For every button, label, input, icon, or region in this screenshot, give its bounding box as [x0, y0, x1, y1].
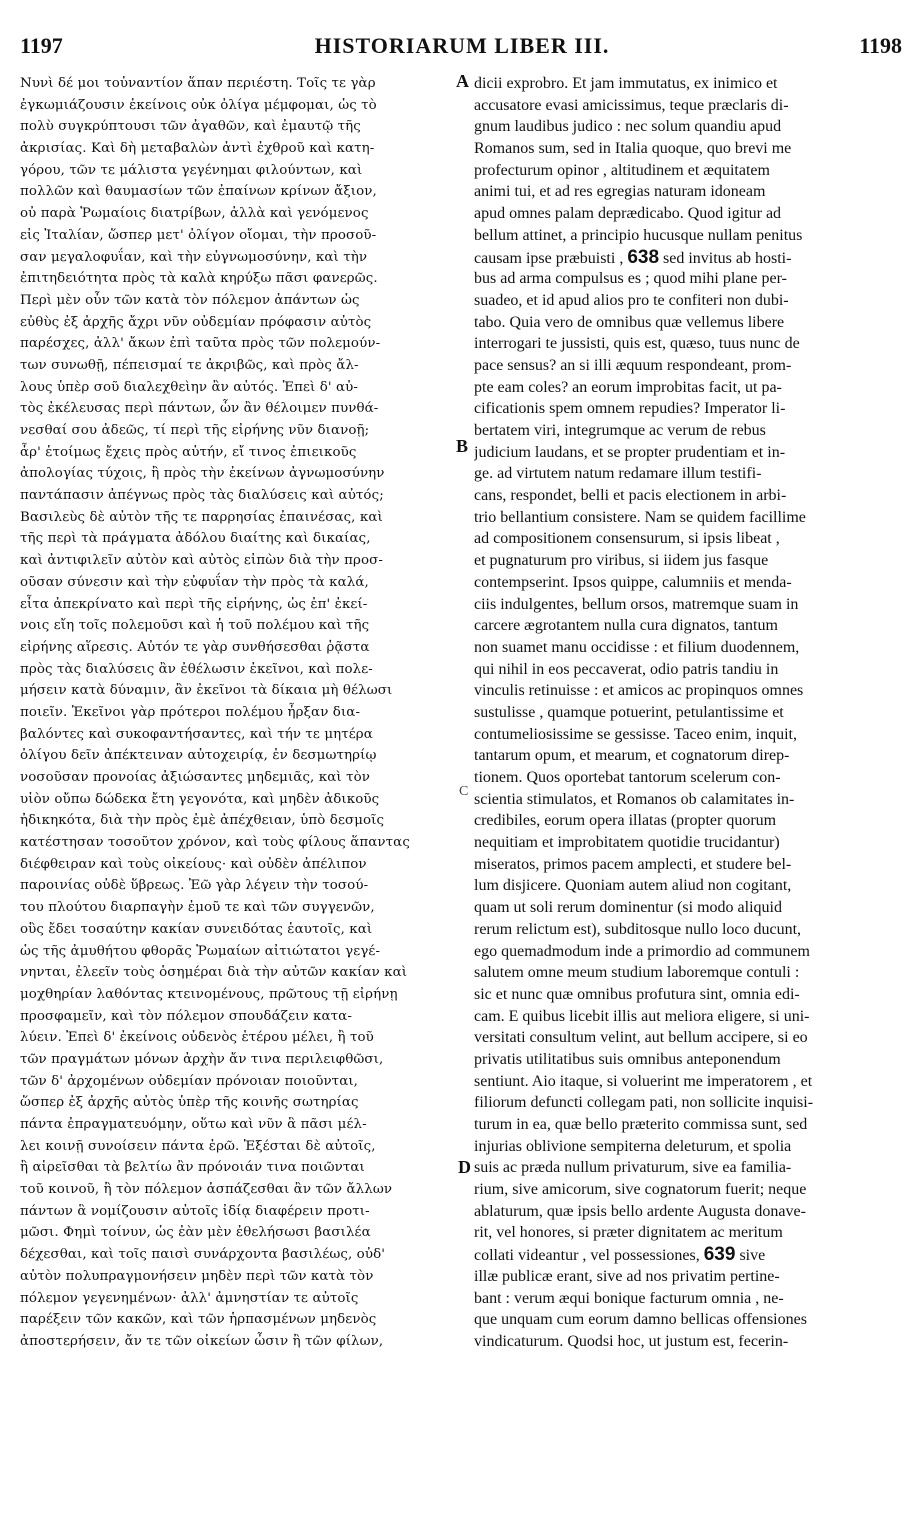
greek-text-line: καὶ ἀντιφιλεῖν αὐτὸν καὶ αὐτὸς εἰπὼν διὰ τὴν προσ-: [20, 553, 383, 569]
latin-text-line: contempserint. Ipsos quippe, calumniis et menda-: [474, 573, 792, 591]
greek-text-line: νεσθαί σου ἀδεῶς, τί περὶ τῆς εἰρήνης νῦν διανοῇ;: [20, 423, 370, 438]
latin-text-line: judicium laudans, et se propter prudentiam et in-: [474, 443, 786, 461]
greek-text-line: υἱὸν οὔπω δώδεκα ἔτη γεγονότα, καὶ μηδὲν ἀδικοῦς: [20, 791, 380, 807]
latin-text-line: ad compositionem consensurum, si ipsis libeat ,: [474, 530, 780, 548]
latin-text-line: bellum attinet, a principio hucusque nullam penitus: [474, 226, 803, 244]
greek-text-line: νοσοῦσαν προνοίας ἀξιώσαντες μηδεμιᾶς, καὶ τὸν: [20, 770, 370, 785]
greek-text-line: ὡς τῆς ἀμυθήτου φθορᾶς Ῥωμαίων αἰτιώτατοι γεγέ-: [20, 943, 381, 959]
greek-text-line: Βασιλεὺς δὲ αὐτὸν τῆς τε παρρησίας ἐπαινέσας, καὶ: [20, 509, 383, 525]
latin-text-line: sic et nunc quæ omnibus profutura sint, omnia edi-: [474, 985, 800, 1003]
greek-text-line: εἰρήνης αἵρεσις. Αὐτόν τε γὰρ συνθήσεσθαι ῥᾷστα: [20, 639, 370, 655]
page-header: [0, 33, 924, 63]
greek-text-line: δέχεσθαι, καὶ τοῖς παισὶ συνάρχοντα βασιλέως, οὐδ': [20, 1247, 386, 1263]
greek-text-line: τῆς περὶ τὰ πράγματα ἀδόλου διαίτης καὶ δικαίας,: [20, 531, 371, 547]
latin-text-line: collati videantur , vel possessiones, 639 sive: [474, 1244, 766, 1266]
latin-text-line: versitati consultum velint, aut bellum accipere, si eo: [474, 1029, 808, 1047]
latin-text-line: qui nihil in eos peccaverat, odio patris tandiu in: [474, 660, 779, 678]
latin-text-line: turum in ea, quæ bello præterito commissa sunt, sed: [474, 1116, 808, 1133]
latin-text-line: carcere ægrotantem nulla cura dignatos, tantum: [474, 617, 778, 635]
latin-text-line: que unquam cum eorum damno bellicas offensiones: [474, 1311, 807, 1329]
greek-text-line: ἢ αἱρεῖσθαι τὰ βελτίω ἂν πρόνοιάν τινα ποιῶνται: [20, 1160, 365, 1176]
greek-text-line: ἠδικηκότα, διὰ τὴν πρὸς ἐμὲ ἀπέχθειαν, ὑπὸ δεσμοῖς: [20, 813, 385, 829]
latin-text-line: vindicaturum. Quodsi hoc, ut justum est, fecerin-: [474, 1332, 789, 1350]
greek-text-line: παρέξειν τῶν κακῶν, καὶ τῶν ἡρπασμένων μηδενὸς: [20, 1312, 377, 1328]
greek-text-line: ἐπιτηδειότητα πρὸς τὰ καλὰ κηρύξω πᾶσι φανερῶς.: [20, 271, 378, 287]
latin-text-line: rit, vel honores, si præter dignitatem ac meritum: [474, 1224, 783, 1242]
greek-text-line: κατέστησαν τοσοῦτον χρόνον, καὶ τοὺς φίλους ἅπαντας: [20, 835, 410, 851]
running-title: HISTORIARUM LIBER III.: [314, 33, 610, 58]
greek-text-line: ἀκρισίας. Καὶ δὴ μεταβαλὼν ἀντὶ ἐχθροῦ καὶ κατη-: [20, 141, 375, 157]
latin-text-line: privatis utilitatibus suis omnibus anteponendum: [474, 1050, 781, 1068]
latin-text-line: contumeliosissime se gessisse. Taceo enim, inquit,: [474, 725, 797, 743]
latin-text-line: interrogari te jussisti, quis est, quæso, tuus nunc de: [474, 335, 800, 353]
latin-text-line: tabo. Quia vero de omnibus quæ vellemus libere: [474, 313, 785, 331]
greek-text-line: λους ὑπὲρ σοῦ διαλεχθεὶην ἂν αὐτός. Ἐπεὶ δ' αὐ-: [20, 379, 359, 395]
greek-text-line: μῶσι. Φημὶ τοίνυν, ὡς ἐὰν μὲν ἐθελήσωσι βασιλέα: [20, 1225, 371, 1241]
greek-text-line: πρὸς τὰς διαλύσεις ἂν ἐθέλωσιν ἐκεῖνοι, καὶ πολε-: [20, 661, 373, 677]
latin-text-line: apud omnes palam deprædicabo. Quod igitur ad: [474, 205, 782, 223]
greek-text-line: οὐ παρὰ Ῥωμαίοις διατρίβων, ἀλλὰ καὶ γενόμενος: [20, 206, 369, 222]
greek-text-line: εἶτα ἀπεκρίνατο καὶ περὶ τῆς εἰρήνης, ὡς ἐπ' ἐκεί-: [20, 596, 368, 612]
latin-text-line: vinculis retinuisse : et amicos ac propinquos omnes: [474, 682, 804, 700]
greek-text-line: Νυνὶ δέ μοι τοὐναντίον ἅπαν περιέστη. Τοῖς τε γὰρ: [20, 76, 376, 91]
latin-text-line: causam ipse præbuisti , 638 sed invitus ab hosti-: [474, 246, 792, 268]
greek-text-line: νηνται, ἐλεεῖν τοὺς ὁσημέραι διὰ τὴν αὐτῶν κακίαν καὶ: [20, 965, 408, 981]
latin-text-line: bertatem viri, integrumque ac verum de rebus: [474, 422, 766, 439]
column-number: 638: [627, 246, 660, 268]
latin-text-line: profecturum opinor , altitudinem et æquitatem: [474, 161, 770, 179]
latin-text-line: dicii exprobro. Et jam immutatus, ex inimico et: [474, 75, 778, 92]
greek-text-line: τῶν πραγμάτων μόνων ἀρχὴν ἄν τινα περιλειφθῶσι,: [20, 1051, 384, 1067]
latin-text-line: Romanos sum, sed in Italia quoque, quo brevi me: [474, 140, 792, 158]
greek-text-line: ὥσπερ ἐξ ἀρχῆς αὐτὸς ὑπὲρ τῆς κοινῆς σωτηρίας: [20, 1095, 359, 1111]
latin-text-line: miseratos, primos pacem amplecti, et studere bel-: [474, 855, 792, 873]
greek-text-line: σαν μεγαλοφυΐαν, καὶ τὴν εὐγνωμοσύνην, καὶ τὴν: [20, 249, 368, 265]
latin-text-line: credibiles, eorum opera illatas (propter quorum: [474, 812, 777, 830]
greek-text-line: νοις εἴη τοῖς πολεμοῦσι καὶ ἡ τοῦ πολέμου καὶ τῆς: [20, 618, 370, 634]
latin-text-line: tionem. Quos oportebat tantorum scelerum con-: [474, 769, 781, 786]
greek-text-line: διέφθειραν καὶ τοὺς οἰκείους· καὶ οὐδὲν ἀπέλιπον: [20, 856, 367, 872]
greek-text-line: παροινίας οὐδὲ ὕβρεως. Ἐῶ γὰρ λέγειν τὴν τοσού-: [20, 878, 369, 894]
greek-text-line: ὀλίγου δεῖν ἀπέκτειναν αὐτοχειρίᾳ, ἐν δεσμωτηρίῳ: [20, 748, 377, 764]
margin-marker-b: B: [456, 436, 469, 456]
latin-text-line: rium, sive amicorum, sive cognatorum fuerit; neque: [474, 1181, 807, 1199]
latin-text-line: quam ut soli rerum dominentur (si modo aliquid: [474, 899, 782, 917]
greek-text-line: προσφαμεῖν, καὶ τὸν πόλεμον σπουδάζειν κατα-: [20, 1008, 352, 1024]
latin-text-line: tantarum opum, et mearum, et cognatorum direp-: [474, 747, 790, 765]
greek-text-line: πολὺ συγκρύπτουσι τῶν ἀγαθῶν, καὶ ἐμαυτῷ τῆς: [20, 119, 361, 135]
margin-marker-d: D: [458, 1157, 471, 1177]
greek-text-line: πόλεμον γεγενημένων· ἀλλ' ἀμνηστίαν τε αὐτοῖς: [20, 1290, 359, 1306]
latin-text-line: ge. ad virtutem natum redamare illum testifi-: [474, 465, 762, 483]
latin-text-line: illæ publicæ erant, sive ad nos privatim pertine-: [474, 1267, 780, 1285]
column-number: 639: [703, 1244, 736, 1266]
greek-text-line: Περὶ μὲν οὖν τῶν κατὰ τὸν πόλεμον ἁπάντων ὡς: [20, 292, 360, 308]
greek-text-line: τῶν δ' ἀρχομένων οὐδεμίαν πρόνοιαν ποιοῦνται,: [20, 1073, 359, 1089]
latin-text-line: sustulisse , quamque potuerint, petulantissime et: [474, 703, 784, 721]
left-page-number: 1197: [20, 33, 63, 58]
latin-text-line: animi tui, et ad res egregias naturam idoneam: [474, 183, 766, 201]
latin-text-line: sentiunt. Aio itaque, si voluerint me imperatorem , et: [474, 1072, 813, 1090]
latin-text-line: gnum laudibus judico : nec solum quandiu apud: [474, 118, 782, 136]
greek-text-line: των συνωθῇ, πέπεισμαί τε ἀκριβῶς, καὶ πρὸς ἄλ-: [20, 357, 359, 373]
greek-text-line: ἐγκωμιάζουσιν ἐκείνοις οὐκ ὀλίγα μέμφομαι, ὡς τὸ: [20, 97, 377, 113]
latin-text-line: scientia stimulatos, et Romanos ob calamitates in-: [474, 790, 795, 808]
latin-text-line: suadeo, et id apud alios pro te confiteri non dubi-: [474, 291, 789, 309]
greek-text-line: οὓς ἔδει τοσαύτην κακίαν συνειδότας ἑαυτοῖς, καὶ: [20, 921, 373, 937]
latin-text-line: ego quemadmodum inde a primordio ad communem: [474, 942, 810, 960]
greek-text-line: μοχθηρίαν λαθόντας κτεινομένους, πρῶτους τῇ εἰρήνῃ: [20, 986, 398, 1002]
latin-text-line: injurias oblivione sempiterna deleturum, et spolia: [474, 1137, 792, 1155]
latin-text-line: filiorum defuncti collegam pati, non sollicite inquisi-: [474, 1094, 814, 1112]
latin-text-line: et pugnaturum pro viribus, si iidem jus fasque: [474, 552, 769, 570]
latin-text-line: pte eam coles? an eorum improbitas facit, ut pa-: [474, 378, 782, 396]
latin-text-line: nequitiam et improbitatem quotidie trucidantur): [474, 834, 780, 852]
greek-text-line: πολλῶν καὶ θαυμασίων τῶν ἐπαίνων κρίνων ἄξιον,: [20, 184, 377, 200]
latin-text-line: cam. E quibus licebit illis aut meliora eligere, si uni-: [474, 1007, 810, 1025]
greek-text-line: λύειν. Ἐπεὶ δ' ἐκείνοις οὐδενὸς ἑτέρου μέλει, ἢ τοῦ: [20, 1030, 374, 1046]
latin-text-line: bus ad arma compulsus es ; quod mihi plane per-: [474, 270, 787, 288]
latin-text-line: cans, respondet, belli et pacis electionem in arbi-: [474, 487, 787, 505]
latin-text-line: ciis indulgentes, bellum orsos, matremque suam in: [474, 595, 799, 613]
greek-text-line: ποιεῖν. Ἐκεῖνοι γὰρ πρότεροι πολέμου ἦρξαν δια-: [20, 704, 361, 720]
latin-text-line: accusatore evasi amicissimus, teque præclaris di-: [474, 96, 789, 114]
greek-text-line: μήσειν κατὰ δύναμιν, ἂν ἐκεῖνοι τὰ δίκαια μὴ θέλωσι: [20, 683, 393, 699]
margin-marker-c: C: [459, 784, 469, 799]
greek-text-line: ἀποστερήσειν, ἄν τε τῶν οἰκείων ὦσιν ἢ τῶν φίλων,: [20, 1333, 384, 1349]
greek-text-column: [20, 73, 450, 1353]
latin-text-line: non suamet manu occidisse : et filium duodennem,: [474, 638, 800, 656]
greek-text-line: ἀπολογίας τύχοις, ἢ πρὸς τὴν ἐκείνων ἀγνωμοσύνην: [20, 466, 385, 482]
greek-text-line: βαλόντες καὶ συκοφαντήσαντες, καὶ τήν τε μητέρα: [20, 726, 373, 742]
greek-text-line: τοῦ κοινοῦ, ἢ τὸν πόλεμον ἀσπάζεσθαι ἂν τῶν ἄλλων: [20, 1182, 393, 1198]
greek-text-line: τὸς ἐκέλευσας περὶ πάντων, ὧν ἂν θέλοιμεν πυνθά-: [20, 401, 379, 417]
greek-text-line: παντάπασιν ἀπέγνως πρὸς τὰς διαλύσεις καὶ αὐτός;: [20, 488, 384, 504]
latin-text-line: lum disjicere. Quoniam autem aliud non cogitant,: [474, 877, 792, 895]
greek-text-line: οῦσαν σύνεσιν καὶ τὴν εὐφυΐαν τὴν πρὸς τὰ καλά,: [20, 574, 369, 590]
greek-text-line: πάντων ἃ νομίζουσιν αὐτοῖς ἰδίᾳ διαφέρειν προτι-: [20, 1203, 370, 1219]
latin-text-line: salutem omne meum studium laboremque contuli :: [474, 964, 800, 982]
margin-marker-a: A: [456, 71, 469, 91]
latin-text-line: ablaturum, quæ ipsis bello ardente Augusta donave-: [474, 1202, 806, 1220]
latin-text-line: cificationis spem omnem repudies? Imperator li-: [474, 400, 786, 418]
latin-text-line: rerum relictum est), subditosque nullo loco ducunt,: [474, 920, 802, 938]
greek-text-line: παρέσχες, ἀλλ' ἄκων ἐπὶ ταῦτα πρὸς τῶν πολεμούν-: [20, 336, 381, 352]
latin-text-column: [474, 73, 904, 1353]
greek-text-line: εὐθὺς ἐξ ἀρχῆς ἄχρι νῦν οὐδεμίαν πρόφασιν αὐτὸς: [20, 314, 372, 330]
greek-text-line: εἰς Ἰταλίαν, ὥσπερ μετ' ὀλίγον οἴομαι, τὴν προσοῦ-: [20, 227, 377, 243]
latin-text-line: suis ac præda nullum privaturum, sive ea familia-: [474, 1159, 792, 1177]
greek-text-line: του πλούτου διαρπαγὴν ἐμοῦ τε καὶ τῶν συγγενῶν,: [20, 900, 375, 916]
latin-text-line: trio bellantium consistere. Nam se quidem facillime: [474, 508, 806, 526]
latin-text-line: pace sensus? an si illi æquum respondeant, prom-: [474, 356, 792, 374]
greek-text-line: πάντα ἐπραγματευόμην, οὕτω καὶ νῦν ἃ πᾶσι μέλ-: [20, 1117, 367, 1132]
greek-text-line: γόρου, τῶν τε μάλιστα γεγένημαι φιλούντων, καὶ: [20, 162, 363, 178]
greek-text-line: ἆρ' ἑτοίμως ἔχεις πρὸς αὐτήν, εἴ τινος ἐπιεικοῦς: [20, 444, 357, 460]
right-page-number: 1198: [859, 33, 902, 58]
greek-text-line: λει κοινῇ συνοίσειν πάντα ἐρῶ. Ἐξέσται δὲ αὐτοῖς,: [20, 1138, 376, 1154]
greek-text-line: αὐτὸν πολυπραγμονήσειν μηδὲν περὶ τῶν κατὰ τὸν: [20, 1268, 374, 1284]
latin-text-line: bant : verum æqui bonique facturum omnia , ne-: [474, 1289, 784, 1307]
